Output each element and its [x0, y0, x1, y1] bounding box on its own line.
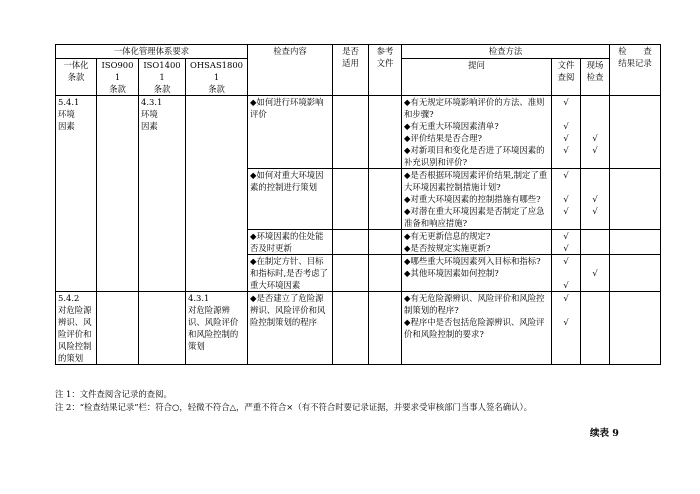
question: ◆有无更新信息的规定? [404, 231, 491, 241]
ref-docs-cell [369, 230, 402, 255]
site-check-mark [583, 230, 607, 242]
site-check-mark: √ [592, 145, 598, 155]
result-cell [610, 292, 661, 365]
result-cell [610, 169, 661, 230]
prompt-cell [402, 255, 552, 292]
question: ◆有无重大环境因素清单? [404, 121, 499, 131]
site-check-mark: √ [592, 194, 598, 204]
prompt-cell [402, 292, 552, 365]
site-check-cell [581, 255, 610, 292]
doc-check-mark: √ [563, 170, 569, 180]
header-ohsas: OHSAS18001 条款 [186, 59, 248, 96]
question: ◆是否按规定实施更新? [404, 243, 491, 253]
note-1: 注 1：文件查阅含记录的查阅。 [55, 389, 172, 399]
ohsas-clause: 4.3.1 对危险源辨识、风险评价和风险控制的策划 [186, 292, 248, 365]
applicable-cell [333, 169, 369, 230]
doc-check-mark: √ [563, 194, 569, 204]
header-req-group: 一体化管理体系要求 [56, 45, 248, 59]
item-row [56, 292, 661, 365]
ref-docs-cell [369, 255, 402, 292]
header-content: 检查内容 [248, 45, 333, 96]
audit-checklist-table [55, 44, 661, 365]
result-cell [610, 230, 661, 255]
doc-review-cell [552, 96, 581, 169]
question: ◆是否根据环境因素评价结果,制定了重大环境因素控制措施计划? [404, 170, 548, 192]
integrated-clause: 5.4.1 环境 因素 [56, 96, 97, 292]
site-check-cell [581, 292, 610, 365]
integrated-clause: 5.4.2 对危险源辨识、风险评价和风险控制的策划 [56, 292, 97, 365]
site-check-mark [583, 292, 607, 316]
doc-check-mark: √ [563, 121, 569, 131]
header-method: 检查方法 [402, 45, 610, 59]
doc-check-mark: √ [563, 145, 569, 155]
ohsas-clause [186, 96, 248, 292]
doc-check-mark [554, 267, 578, 279]
ref-docs-cell [369, 169, 402, 230]
applicable-cell [333, 230, 369, 255]
question: ◆对新项目和变化是否进了环境因素的补充识别和评价? [404, 145, 545, 167]
header-iso9001: ISO9001 条款 [97, 59, 139, 96]
header-applicable: 是否 适用 [333, 45, 369, 96]
page-footer: 续表 9 [590, 428, 619, 439]
question [404, 279, 549, 291]
question: ◆评价结果是否合理? [404, 133, 482, 143]
header-site-check: 现场 检查 [581, 59, 610, 96]
question: ◆程序中是否包括危险源辨识、风险评价和风险控制的要求? [404, 317, 545, 339]
iso14001-clause [139, 292, 186, 365]
site-check-mark [583, 242, 607, 254]
header-iso14001: ISO14001 条款 [139, 59, 186, 96]
header-ref-docs: 参考 文件 [369, 45, 402, 96]
site-check-cell [581, 96, 610, 169]
site-check-mark [583, 169, 607, 193]
doc-review-cell [552, 230, 581, 255]
site-check-mark: √ [592, 133, 598, 143]
site-check-mark [583, 96, 607, 120]
question: ◆有无规定环境影响评价的方法、准则和步骤? [404, 97, 545, 119]
check-content: ◆环境因素的住处能否及时更新 [248, 230, 333, 255]
header-result: 检 查 结果记录 [610, 45, 661, 96]
doc-review-cell [552, 255, 581, 292]
header-doc-review: 文件 查阅 [552, 59, 581, 96]
site-check-mark [583, 279, 607, 291]
iso9001-clause [97, 292, 139, 365]
ref-docs-cell [369, 292, 402, 365]
prompt-cell [402, 230, 552, 255]
question: ◆哪些重大环境因素列入目标和指标? [404, 256, 541, 266]
iso9001-clause [97, 96, 139, 292]
prompt-cell [402, 169, 552, 230]
item-row [56, 96, 661, 169]
doc-check-mark: √ [563, 231, 569, 241]
header-integrated: 一体化 条款 [56, 59, 97, 96]
applicable-cell [333, 292, 369, 365]
result-cell [610, 255, 661, 292]
question: ◆对潜在重大环境因素是否制定了应急准备和响应措施? [404, 206, 545, 228]
result-cell [610, 96, 661, 169]
doc-check-mark: √ [563, 243, 569, 253]
prompt-cell [402, 96, 552, 169]
doc-check-mark: √ [563, 206, 569, 216]
header-prompt: 提问 [402, 59, 552, 96]
question: ◆其他环境因素如何控制? [404, 268, 499, 278]
doc-check-mark: √ [563, 280, 569, 290]
check-content: ◆在制定方针、目标和指标时,是否考虑了重大环境因素 [248, 255, 333, 292]
question: ◆有无危险源辨识、风险评价和风险控制策划的程序? [404, 293, 545, 315]
doc-review-cell [552, 292, 581, 365]
doc-check-mark: √ [563, 317, 569, 327]
doc-check-mark: √ [563, 133, 569, 143]
iso14001-clause: 4.3.1 环境 因素 [139, 96, 186, 292]
check-content: ◆是否建立了危险源辨识、风险评价和风险控制策划的程序 [248, 292, 333, 365]
doc-check-mark: √ [563, 293, 569, 303]
applicable-cell [333, 255, 369, 292]
ref-docs-cell [369, 96, 402, 169]
note-2: 注 2：“检查结果记录”栏：符合○，轻微不符合△，严重不符合×（有不符合时要记录证据，并要求受审核部门当事人签名确认）。 [55, 402, 532, 412]
doc-review-cell [552, 169, 581, 230]
question: ◆对重大环境因素的控制措施有哪些? [404, 194, 541, 204]
check-content: ◆如何对重大环境因素的控制进行策划 [248, 169, 333, 230]
site-check-mark [583, 316, 607, 340]
site-check-cell [581, 169, 610, 230]
header-row-1 [56, 45, 661, 59]
site-check-mark: √ [592, 206, 598, 216]
check-content: ◆如何进行环境影响评价 [248, 96, 333, 169]
site-check-mark [583, 255, 607, 267]
notes [55, 388, 532, 414]
applicable-cell [333, 96, 369, 169]
doc-check-mark: √ [563, 256, 569, 266]
site-check-mark: √ [592, 268, 598, 278]
site-check-mark [583, 120, 607, 132]
site-check-cell [581, 230, 610, 255]
doc-check-mark: √ [563, 97, 569, 107]
